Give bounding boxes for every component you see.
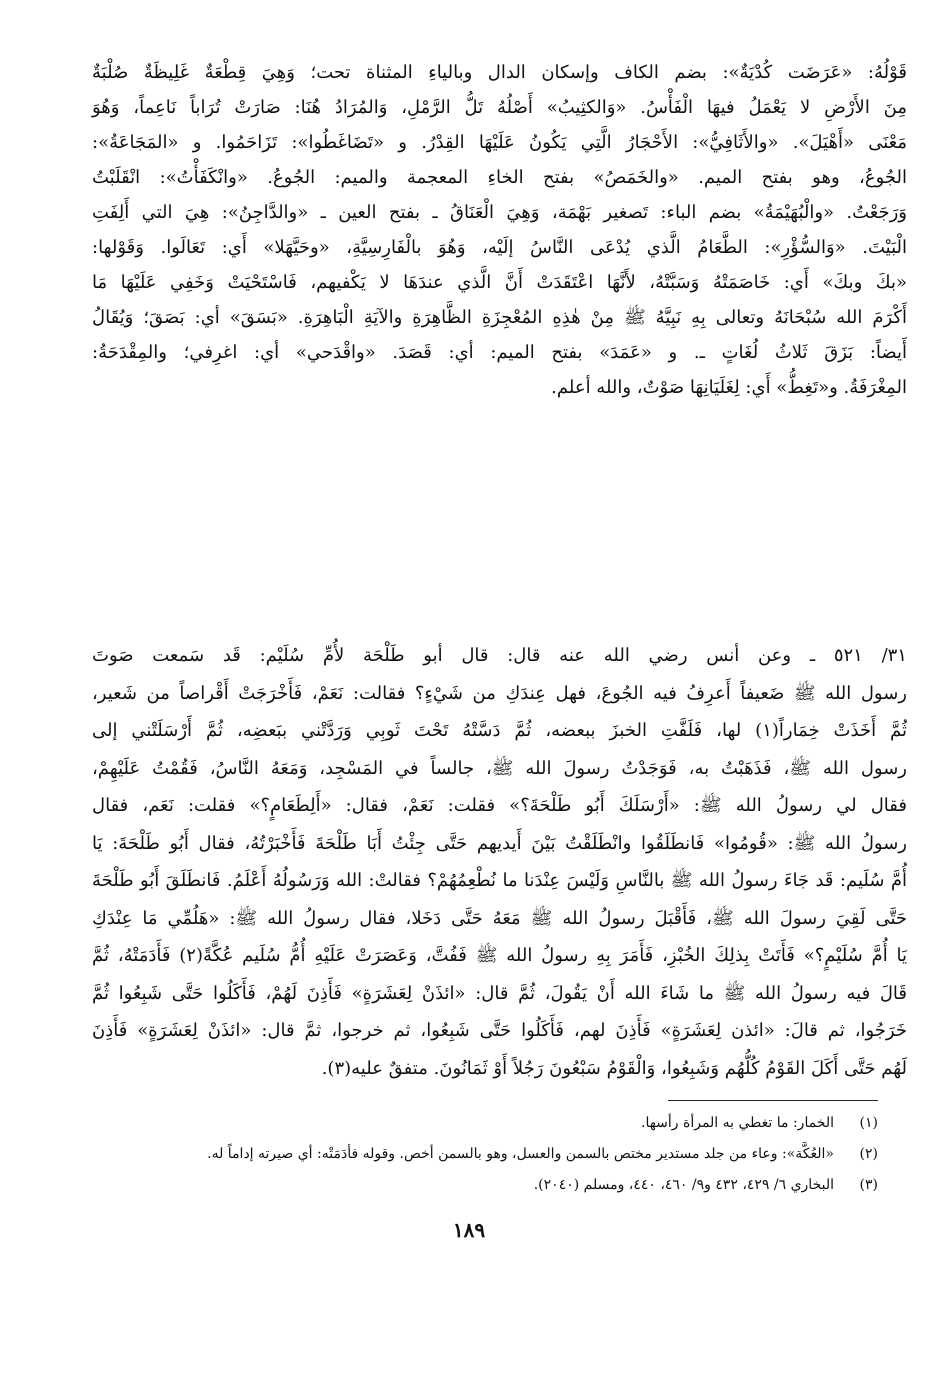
- hadith-paragraph: [92, 637, 907, 1087]
- text-line: حَتَّى لَقِيَ رسولَ الله ﷺ، فَأَقْبَلَ رسولُ الله ﷺ مَعَهُ حَتَّى دَخَلا، فقال رسولُ الله ﷺ: «هَلُمِّي مَا عِنْدَكِ: [92, 907, 907, 929]
- text-line: ٣١/ ٥٢١ ـ وعن أنس رضي الله عنه قال: قال أبو طَلْحَة لأُمِّ سُلَيْم: قَد سَمعت صَوتَ: [92, 645, 907, 666]
- footnote: [78, 1108, 878, 1139]
- footnote-text: الخمار: ما تغطي به المرأة رأسها.: [641, 1115, 834, 1131]
- text-line: قَالَ فيه رسولُ الله ﷺ ما شَاءَ الله أَنْ يَقُولَ، ثُمَّ قال: «ائذَنْ لِعَشَرَةٍ» فَأَذِنَ لَهُمْ، فَأَكَلُوا حَتَّى شَبِعُوا ثُمَّ: [92, 982, 907, 1004]
- text-line: رسول الله ﷺ، فَذَهَبْتُ به، فَوَجَدْتُ رسولَ الله ﷺ، جالساً في المَسْجِد، وَمَعَهُ النَّاسُ، فَقُمْتُ عَلَيْهِمْ،: [92, 757, 907, 779]
- footnote-number: (١): [859, 1115, 878, 1131]
- text-line: فقال لي رسولُ الله ﷺ: «أَرْسَلَكَ أَبُو طَلْحَةَ؟» فقلت: نَعَمْ، فقال: «أَلِطَعَامٍ؟» فقلت: نَعَم، فقال: [92, 795, 907, 816]
- footnote-text: «العُكَّة»: وعاء من جلد مستدير مختص بالسمن والعسل، وهو بالسمن أخص. وقوله فأدَمَتْه: أي صيرته إداماً له.: [207, 1146, 834, 1162]
- footnote-divider: [668, 1100, 878, 1101]
- text-line: وَرَجَعْتُ. «والْبُهَيْمَةُ» بضم الباء: تَصغير بَهْمَة، وَهِيَ الْعَنَاقُ ـ بفتح العين ـ «والدَّاجِنُ»: هِيَ التي أَلِفَتِ: [92, 202, 907, 223]
- text-line: المِغْرَفَةُ. و«تَغِطُّ» أَي: لِغَلَيَانِهَا صَوْتٌ، والله أعلم.: [551, 377, 907, 398]
- text-line: رسولُ الله ﷺ: «قُومُوا» فَانطَلَقُوا وانْطَلَقْتُ بَيْنَ أَيديهم حَتَّى جِئْتُ أَبَا طَلْحَةَ فَأَخْبَرْتُهُ، فقال أَبُو طَلْحَةَ: يَا: [92, 832, 907, 854]
- text-line: الجُوعُ، وهو بفتح الميم. «والخَمَصُ» بفتح الخاءِ المعجمة والميم: الجُوعُ. «وانْكَفَأْتُ»: انْقَلَبْتُ: [92, 167, 907, 188]
- footnote-text: البخاري ٦/ ٤٢٩، ٤٣٢ و٩/ ٤٦٠، ٤٤٠، ومسلم (٢٠٤٠).: [533, 1177, 834, 1193]
- text-line: مِنَ الأَرْضِ لا يَعْمَلُ فيهَا الْفَأْسُ. «وَالكثِيبُ» أَصْلُهُ تَلُّ الرَّمْلِ، وَالمُرَادُ هُنَا: صَارَتْ تُرَاباً نَاعِماً، وَهُوَ: [92, 97, 907, 118]
- footnote: [78, 1139, 878, 1170]
- text-line: أَكْرَمَ الله سُبْحَانَهُ وتعالى بِهِ نَبِيَّهُ ﷺ مِنْ هٰذِهِ المُعْجِزَةِ الظَّاهِرَةِ والآيَةِ الْبَاهِرَةِ. «بَسَقَ» أي: بَصَقَ؛ وَيُقَالُ: [92, 307, 907, 328]
- gloss-paragraph: [92, 55, 907, 405]
- text-line: ثُمَّ أَخَذَتْ خِمَاراً(١) لها، فَلَفَّتِ الخبزَ ببعضه، ثُمَّ دَسَّتْهُ تَحْتَ ثَوبِي وَرَدَّتْني ببَعضِه، ثُمَّ أَرْسَلَتْني إلى: [92, 720, 907, 741]
- text-line: لَهُم حَتَّى أَكَلَ القَوْمُ كُلُّهُم وَشَبِعُوا، وَالْقَوْمُ سَبْعُونَ رَجُلاً أَوْ ثَمَانُونَ. متفقٌ عليه(٣).: [321, 1057, 907, 1079]
- text-line: رسول الله ﷺ ضَعيفاً أَعرِفُ فيه الجُوعَ، فهل عِندَكِ من شَيْءٍ؟ فقالت: نَعَمْ، فَأَخْرَجَتْ أَقْراصاً من شَعير،: [92, 682, 907, 704]
- footnote: [78, 1170, 878, 1201]
- text-line: مَعْنَى «أَهْيَلَ». «والأَثَافِيُّ»: الأَحْجَارُ الَّتِي يَكُونُ عَلَيْهَا القِدْرُ. و «تَضَاغَطُوا»: تَزَاحَمُوا. و «المَجَاعَةُ»:: [92, 132, 907, 153]
- footnote-number: (٢): [859, 1146, 878, 1162]
- text-line: أَيضاً: بَزَقَ ثَلاثُ لُغَاتٍ ـ. و «عَمَدَ» بفتح الميم: أي: قَصَدَ. «واقْدَحي» أي: اغرِفي؛ والمِقْدَحَةُ:: [92, 342, 907, 363]
- text-line: قَوْلُهُ: «عَرَضَت كُدْيَةٌ»: بضم الكاف وإسكان الدال وبالياءِ المثناة تحت؛ وَهِيَ قِطْعَةٌ غَلِيظَةٌ صُلْبَةٌ: [92, 62, 907, 83]
- footnotes: [78, 1108, 878, 1201]
- page-number: ١٨٩: [452, 1218, 486, 1242]
- footnote-number: (٣): [859, 1177, 878, 1193]
- text-line: أُمَّ سُلَيم: قَد جَاءَ رسولُ الله ﷺ بالنَّاسِ وَلَيْسَ عِنْدَنا ما نُطْعِمُهُمْ؟ فقالتْ: الله وَرَسُولُهُ أَعْلَمُ. فَانطَلَقَ أَبُو طَلْحَةَ: [92, 870, 907, 891]
- text-line: «بكَ وبكَ» أَي: خَاصَمَتْهُ وَسَبَّتْهُ، لأَنَّهَا اعْتَقَدَتْ أَنَّ الَّذي عندَهَا لا يَكْفيهم، فَاسْتَحْيَتْ وَخَفِي عَلَيْهَا مَا: [92, 272, 907, 293]
- text-line: الْبَيْتَ. «وَالسُّؤْرِ»: الطَّعَامُ الَّذي يُدْعَى النَّاسُ إلَيْه، وَهُوَ بالْفَارِسِيَّةِ، «وحَيَّهَلا» أَي: تَعَالَوا. وَقَوْلها:: [92, 237, 907, 258]
- text-line: يَا أُمَّ سُلَيْمٍ؟» فَأَتَتْ بِذلِكَ الخُبْزِ، فَأَمَرَ بِهِ رسولُ الله ﷺ فَفُتَّ، وَعَصَرَتْ عَلَيْهِ أُمُّ سُلَيم عُكَّةً(٢) فَأَدَمَتْهُ، ثُمَّ: [92, 945, 908, 966]
- text-line: خَرَجُوا، ثم قالَ: «ائذن لِعَشَرَةٍ» فَأَذِنَ لهم، فَأَكَلُوا حَتَّى شَبِعُوا، ثم خرجوا، ثمَّ قال: «ائذَنْ لِعَشَرَةٍ» فَأَذِنَ: [92, 1020, 907, 1041]
